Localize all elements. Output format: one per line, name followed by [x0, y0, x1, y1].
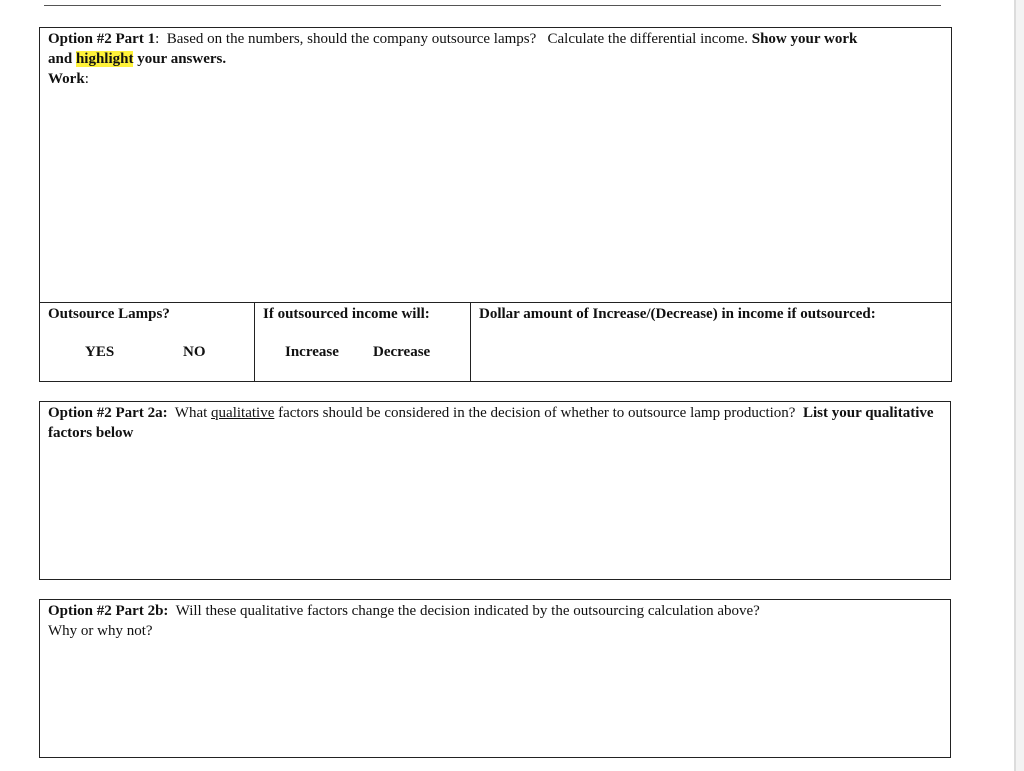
part1-label: Option #2 Part 1	[48, 31, 156, 47]
part2a-instruction: List your qualitative factors below	[48, 405, 934, 441]
decrease-option[interactable]: Decrease	[373, 344, 431, 360]
part1-work-box[interactable]	[39, 27, 952, 303]
no-option[interactable]: NO	[183, 344, 206, 360]
part2a-box[interactable]	[39, 401, 951, 580]
part1-question: Based on the numbers, should the company outsource lamps? Calculate the differential income.	[159, 31, 752, 47]
income-header: If outsourced income will:	[263, 306, 430, 322]
outsource-cell	[40, 303, 255, 381]
part1-instruction: Show your work	[751, 31, 858, 47]
dollar-header: Dollar amount of Increase/(Decrease) in income if outsourced:	[479, 306, 876, 322]
part2b-box[interactable]	[39, 599, 951, 758]
highlight-word: highlight	[75, 51, 134, 67]
dollar-amount-cell[interactable]	[471, 303, 951, 381]
top-divider	[44, 5, 941, 6]
work-label: Work:	[48, 71, 89, 87]
income-cell	[255, 303, 471, 381]
qualitative-word: qualitative	[211, 405, 275, 421]
part1-prompt: Option #2 Part 1: Based on the numbers, should the company outsource lamps? Calculate the differential income. Show your work and highlight your answers. Work:	[40, 28, 951, 89]
part2a-label: Option #2 Part 2a:	[48, 405, 168, 421]
part2b-label: Option #2 Part 2b:	[48, 603, 169, 619]
part2b-prompt: Option #2 Part 2b: Will these qualitative factors change the decision indicated by the outsourcing calculation above? Why or why not?	[48, 603, 760, 639]
page-edge-shadow	[1014, 0, 1016, 771]
outsource-header: Outsource Lamps?	[48, 306, 170, 322]
increase-option[interactable]: Increase	[285, 344, 339, 360]
answer-table-row	[39, 302, 952, 382]
yes-option[interactable]: YES	[85, 344, 115, 360]
part2a-prompt: Option #2 Part 2a: What qualitative factors should be considered in the decision of whether to outsource lamp production? List your qualitative factors below	[48, 405, 934, 441]
part2b-line2: Why or why not?	[48, 623, 153, 639]
